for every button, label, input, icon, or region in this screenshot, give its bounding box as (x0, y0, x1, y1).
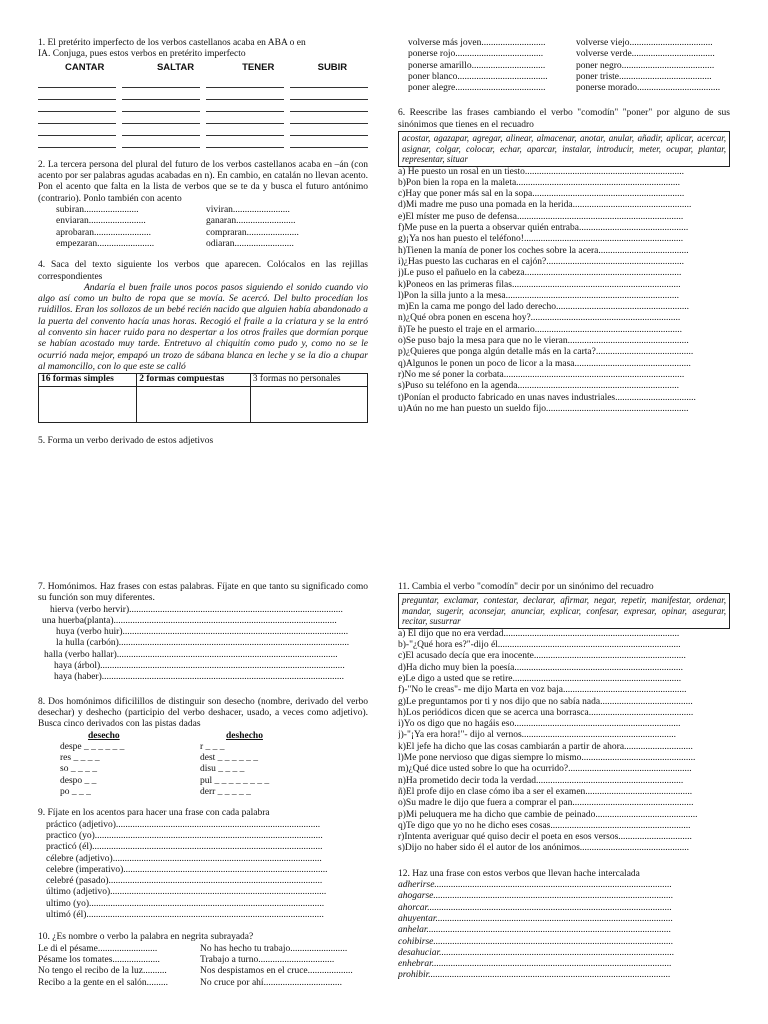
q10-item[interactable]: Trabajo a turno................................ (200, 954, 335, 965)
q8-text: 8. Dos homónimos dificilillos de distinguir son desecho (nombre, derivado del verbo desechar) y deshecho (participio del verbo deshacer, usado, a veces como adjetivo). Busca cinco derivados con las pistas dadas (38, 696, 368, 730)
q6-sentence[interactable]: ñ)Te he puesto el traje en el armario.............................................................. (398, 324, 683, 335)
q7-line[interactable]: haya (haber)...................................................................................................... (54, 672, 344, 683)
q11-sentence[interactable]: e)Le digo a usted que se retire....................................................................... (398, 673, 682, 684)
q11-sentence[interactable]: ñ)El profe dijo en clase cómo iba a ser el examen............................................. (398, 786, 693, 797)
q11-sentence[interactable]: o)Su madre le dijo que fuera a comprar el pan................................................... (398, 798, 694, 809)
q12-line[interactable]: ahogarse..................................................................................................... (398, 891, 674, 902)
q11-sentence[interactable]: q)Te digo que yo no he dicho eses cosas........................................................... (398, 820, 691, 831)
q9-line[interactable]: practico (yo)................................................................................................ (46, 830, 323, 841)
q12-line[interactable]: anhelar....................................................................................................... (398, 925, 672, 936)
question-7 (38, 582, 368, 684)
q11-sentence[interactable]: h)Los periódicos dicen que se acerca una borrasca............................................ (398, 707, 694, 718)
q11-sentence[interactable]: a) Él dijo que no era verdad.......................................................................... (398, 628, 680, 639)
q9-line[interactable]: celebre (imperativo)...................................................................................... (46, 864, 328, 875)
q11-sentence[interactable]: n)Ha prometido decir toda la verdad.............................................................. (398, 775, 684, 786)
q6-sentence[interactable]: f)Me puse en la puerta a observar quién entraba.............................................. (398, 223, 689, 234)
q6-sentence[interactable]: k)Poneos en las primeras filas....................................................................... (398, 279, 681, 290)
q12-line[interactable]: enhebrar..................................................................................................... (398, 959, 672, 970)
q10-grid (38, 944, 368, 989)
q4-passage: Andaría el buen fraile unos pocos pasos siguiendo el sonido cuando vio algo así como un bulto de ropa que se movía. Se acercó. Del bulto procedían los ruidillos. Eran los sollozos de un bebé recién nacido que alguien había abandonado a la puerta del convento hacía unas horas. Recogió el fraile a la criatura y se la entró al convento sin hacer ruido para no despertar a los otros frailes que dormían porque se habían acostado muy tarde. Entretuvo al chiquitín como pudo y, como no se le ocurrió nada mejor, empapó un trozo de sábana blanca en leche y se la dio a chupar al mamoncillo, con lo que este se calló (38, 282, 368, 372)
q5b-item: volverse viejo................................... (576, 38, 713, 48)
q7-line[interactable]: huya (verbo huir)............................................................................................... (56, 627, 349, 638)
q8-clue[interactable]: dest _ _ _ _ _ _ (200, 753, 259, 764)
q11-sentences (398, 629, 730, 855)
q8-clue[interactable]: despo _ _ (60, 775, 97, 786)
right-column-top (398, 38, 730, 415)
q9-line[interactable]: practicó (él)................................................................................................. (46, 842, 323, 853)
q2-item: odiaran......................... (206, 238, 294, 249)
q10-item[interactable]: Le di el pésame......................... (38, 943, 158, 954)
q11-sentence[interactable]: g)Le preguntamos por ti y nos dijo que no sabía nada....................................... (398, 696, 693, 707)
q10-item[interactable]: Nos despistamos en el cruce................... (200, 966, 353, 977)
q10-intro: 10. ¿Es nombre o verbo la palabra en negrita subrayada? (38, 932, 254, 943)
q5b-item: poner blanco...................................... (408, 71, 548, 82)
q6-sentence[interactable]: g)¡Ya nos han puesto el teléfono!................................................................... (398, 234, 684, 245)
q6-sentence[interactable]: a) He puesto un rosal en un tiesto................................................................... (398, 166, 685, 177)
q2-item: subiran....................... (56, 205, 139, 216)
q11-sentence[interactable]: j)-"¡Ya era hora!"- dijo al vernos................................................................. (398, 730, 677, 741)
q7-lines (38, 605, 368, 684)
q12-lines (398, 880, 730, 982)
question-2 (38, 160, 368, 250)
q5b-item: poner alegre...................................... (408, 83, 546, 94)
q7-line[interactable]: hierva (verbo hervir).......................................................................................... (50, 604, 343, 615)
q11-intro: 11. Cambia el verbo "comodín" decir por un sinónimo del recuadro (398, 582, 654, 592)
q11-sentence[interactable]: r)Intenta averiguar qué quiso decir el poeta en esos versos............................... (398, 832, 692, 843)
q6-sentences (398, 167, 730, 416)
q4-cell-nonpersonal[interactable] (250, 386, 367, 422)
q12-line[interactable]: ahuyentar.................................................................................................... (398, 913, 673, 924)
q8-grid (38, 731, 368, 799)
q12-line[interactable]: adherirse.................................................................................................... (398, 880, 672, 891)
q9-intro: 9. Fíjate en los acentos para hacer una frase con cada palabra (38, 808, 270, 819)
q4-header-compound: 2 formas compuestas (137, 374, 251, 386)
q7-line[interactable]: halla (verbo hallar)............................................................................................. (44, 649, 338, 660)
question-9 (38, 808, 368, 921)
q4-cell-simple[interactable] (39, 386, 137, 422)
q8-clue[interactable]: disu _ _ _ _ (200, 764, 245, 775)
q5b-item: poner negro....................................... (576, 60, 715, 71)
q11-sentence[interactable]: s)Dijo no haber sido él el autor de los anónimos.............................................. (398, 843, 690, 854)
q6-sentence[interactable]: p)¿Quieres que ponga algún detalle más en la carta?......................................... (398, 347, 694, 358)
q1-col-saltar: SALTAR (156, 61, 195, 73)
q5b-item: volverse más joven........................... (408, 38, 546, 48)
q2-item: viviran........................ (206, 205, 290, 216)
q8-header-deshecho: deshecho (226, 730, 263, 741)
q6-sentence[interactable]: s)Puso su teléfono en la agenda.................................................................... (398, 381, 680, 392)
q8-clue[interactable]: despe _ _ _ _ _ _ (60, 741, 125, 752)
q4-intro: 4. Saca del texto siguiente los verbos que aparecen. Colócalos en las rejillas correspondientes (38, 260, 368, 282)
q4-cell-compound[interactable] (137, 386, 251, 422)
q12-intro: 12. Haz una frase con estos verbos que llevan hache intercalada (398, 868, 640, 879)
q12-line[interactable]: ahorcar....................................................................................................... (398, 902, 672, 913)
q5b-item: ponerse rojo..................................... (408, 49, 544, 60)
question-8 (38, 697, 368, 799)
q6-sentence[interactable]: h)Tienen la manía de poner los coches sobre la acera...................................... (398, 245, 689, 256)
q11-sentence[interactable]: l)Me pone nervioso que digas siempre lo mismo................................................ (398, 753, 696, 764)
q9-line[interactable]: ultimo (yo)................................................................................................... (46, 898, 325, 909)
q8-clue[interactable]: pul _ _ _ _ _ _ _ _ (200, 775, 270, 786)
question-10 (38, 932, 368, 988)
q10-item[interactable]: Recibo a la gente en el salón......... (38, 977, 169, 988)
q6-sentence[interactable]: j)Le puso el pañuelo en la cabeza.................................................................. (398, 268, 682, 279)
q1-col-cantar: CANTAR (64, 61, 105, 73)
q7-intro: 7. Homónimos. Haz frases con estas palabras. Fíjate en que tanto su significado como su función son muy diferentes. (38, 582, 368, 604)
q10-item[interactable]: No tengo el recibo de la luz.......... (38, 966, 167, 977)
q4-forms-table (38, 373, 368, 422)
q2-item: compraran...................... (206, 227, 299, 238)
question-4 (38, 260, 368, 422)
q1-col-subir: SUBIR (317, 61, 348, 73)
q4-header-simple: 16 formas simples (39, 374, 137, 386)
q8-clue[interactable]: derr _ _ _ _ _ (200, 787, 251, 798)
q10-item[interactable]: No cruce por ahí................................. (200, 977, 342, 988)
q2-item: aprobaran........................ (56, 227, 151, 238)
q1-conjugation-grid (38, 61, 368, 74)
q9-line[interactable]: ultimó (él).................................................................................................... (46, 910, 324, 921)
q5b-item: poner triste....................................... (576, 71, 712, 82)
q8-header-desecho: desecho (88, 730, 120, 741)
q6-intro: 6. Reescribe las frases cambiando el verbo "comodín" "poner" por alguno de sus sinónimos que tienes en el recuadro (398, 108, 730, 130)
q6-sentence[interactable]: n)¿Qué obra ponen en escena hoy?............................................................... (398, 313, 681, 324)
question-1 (38, 38, 368, 148)
q9-line[interactable]: práctico (adjetivo)...................................................................................... (46, 819, 321, 830)
q5b-item: volverse verde................................... (576, 49, 715, 60)
q6-sentence[interactable]: m)En la cama me pongo del lado derecho........................................................ (398, 302, 690, 313)
q6-synonym-box: acostar, agazapar, agregar, alinear, almacenar, anotar, anular, añadir, aplicar, acercar, asignar, colgar, colocar, echar, aparcar, instalar, introducir, meter, ocupar, plantar, representar, situar (398, 131, 730, 167)
q5b-row (408, 38, 730, 94)
q6-sentence[interactable]: r)No me sé poner la corbata............................................................................ (398, 369, 685, 380)
q7-line[interactable]: una huerba(planta).............................................................................................. (42, 615, 337, 626)
q2-item: empezaran........................ (56, 238, 155, 249)
q11-sentence[interactable]: d)Ha dicho muy bien la poesía....................................................................... (398, 662, 683, 673)
q8-clue[interactable]: so _ _ _ _ (60, 764, 97, 775)
right-column-bottom (398, 582, 730, 982)
q11-sentence[interactable]: k)El jefe ha dicho que las cosas cambiarán a partir de ahora............................. (398, 741, 693, 752)
q1-line2: ÍA. Conjuga, pues estos verbos en pretérito imperfecto (38, 49, 246, 60)
q12-line[interactable]: prohibir...................................................................................................... (398, 970, 671, 981)
q6-sentence[interactable]: o)Se puso bajo la mesa para que no le vieran................................................... (398, 336, 689, 347)
q12-line[interactable]: cohibirse..................................................................................................... (398, 936, 674, 947)
q6-sentence[interactable]: d)Mi madre me puso una pomada en la herida.................................................. (398, 200, 692, 211)
q8-clue[interactable]: r _ _ _ (200, 741, 225, 752)
q12-line[interactable]: desahuciar................................................................................................... (398, 947, 675, 958)
q5-text: 5. Forma un verbo derivado de estos adjetivos (38, 435, 214, 446)
q2-text: 2. La tercera persona del plural del futuro de los verbos castellanos acaba en –án (con acento por ser palabras agudas acabadas en n). En cambio, en catalán no llevan acento. Pon el acento que falta en la lista de verbos que se te da y busca el futuro antónimo (contrario). Ponlo también con acento (38, 159, 368, 204)
q11-sentence[interactable]: f)-"No le creas"- me dijo Marta en voz baja.................................................... (398, 685, 687, 696)
q11-sentence[interactable]: m)¿Qué dice usted sobre lo que ha ocurrido?.................................................... (398, 764, 692, 775)
q9-line[interactable]: último (adjetivo)........................................................................................... (46, 887, 327, 898)
q8-clue[interactable]: po _ _ _ (60, 787, 91, 798)
q6-sentence[interactable]: i)¿Has puesto las cucharas en el cajón?.......................................................... (398, 256, 684, 267)
question-5 (38, 436, 368, 447)
q6-sentence[interactable]: q)Algunos le ponen un poco de licor a la masa................................................. (398, 358, 691, 369)
q10-item[interactable]: No has hecho tu trabajo........................ (200, 943, 348, 954)
q6-sentence[interactable]: c)Hay que poner más sal en la sopa................................................................ (398, 189, 685, 200)
left-column-top (38, 38, 368, 447)
left-column-bottom (38, 582, 368, 989)
q7-line[interactable]: haya (árbol)....................................................................................................... (54, 661, 345, 672)
q1-col-tener: TENER (242, 61, 275, 73)
q8-clue[interactable]: res _ _ _ _ (60, 753, 100, 764)
q9-line[interactable]: célebre (adjetivo)........................................................................................ (46, 853, 322, 864)
q6-sentence[interactable]: b)Pon bien la ropa en la maleta..................................................................... (398, 177, 681, 188)
q11-sentence[interactable]: p)Mi peluquera me ha dicho que cambie de peinado........................................... (398, 809, 698, 820)
q5b-item: ponerse morado................................... (576, 83, 721, 94)
question-12 (398, 869, 730, 982)
q7-line[interactable]: la hulla (carbón)................................................................................................. (56, 638, 350, 649)
q5b-item: ponerse amarillo............................... (408, 60, 546, 71)
q11-sentence[interactable]: c)El acusado decía que era inocente................................................................ (398, 651, 686, 662)
question-11 (398, 582, 730, 855)
q6-sentence[interactable]: e)El míster me puso de defensa...................................................................... (398, 211, 684, 222)
q4-header-nonpersonal: 3 formas no personales (250, 374, 367, 386)
q6-sentence[interactable]: u)Aún no me han puesto un sueldo fijo............................................................ (398, 403, 689, 414)
q2-item: enviaran........................ (56, 216, 146, 227)
question-6 (398, 108, 730, 415)
q1-line1: 1. El pretérito imperfecto de los verbos castellanos acaba en ABA o en (38, 38, 306, 48)
q11-sentence[interactable]: i)Yo os digo que no hagáis eso...................................................................... (398, 719, 681, 730)
q9-lines (38, 820, 368, 922)
q6-sentence[interactable]: l)Pon la silla junto a la mesa......................................................................... (398, 290, 680, 301)
q2-item: ganaran......................... (206, 216, 296, 227)
q11-sentence[interactable]: b)-"¿Qué hora es?"-dijo él............................................................................. (398, 640, 681, 651)
q10-item[interactable]: Pésame los tomates.................... (38, 954, 160, 965)
q11-synonym-box: preguntar, exclamar, contestar, declarar, afirmar, negar, repetir, manifestar, ordenar, mandar, sugerir, aconsejar, anunciar, explicar, confesar, expresar, opinar, asegurar, recitar, susurrar (398, 593, 730, 629)
question-5-continued (398, 38, 730, 94)
q6-sentence[interactable]: t)Ponían el producto fabricado en unas naves industriales.................................. (398, 392, 696, 403)
q1-answer-lines[interactable] (38, 76, 368, 148)
q2-verb-list (38, 205, 368, 250)
q9-line[interactable]: celebré (pasado).......................................................................................... (46, 876, 323, 887)
